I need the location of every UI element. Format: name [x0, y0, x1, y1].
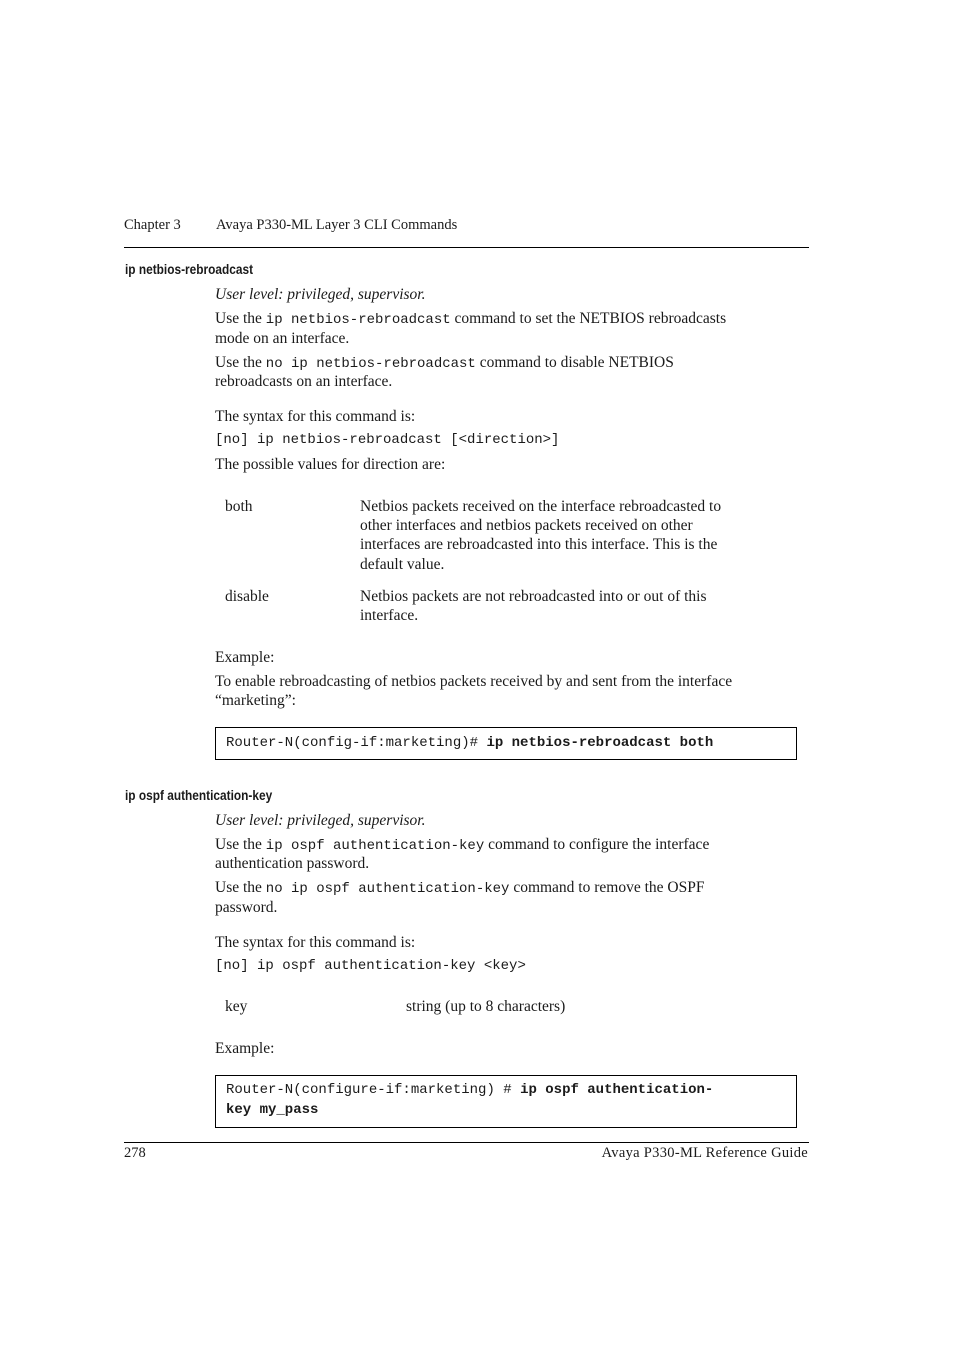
param-desc: interface.: [360, 607, 419, 624]
example-code-box: [215, 727, 797, 760]
usage-text: Use the: [215, 836, 266, 853]
code-line: [226, 735, 713, 751]
no-usage-line-2: rebroadcasts on an interface.: [215, 373, 393, 390]
param-desc: Netbios packets received on the interface rebroadcasted to: [360, 498, 722, 515]
usage-text: command to disable NETBIOS: [475, 354, 674, 371]
no-usage-line: [215, 878, 704, 899]
usage-text: Use the: [215, 354, 266, 371]
code-line: [226, 1082, 713, 1098]
usage-text: command to remove the OSPF: [509, 879, 705, 896]
code-command: ip netbios-rebroadcast both: [486, 735, 714, 751]
code-command: ip ospf authentication-: [520, 1082, 714, 1098]
usage-text: command to set the NETBIOS rebroadcasts: [450, 310, 727, 327]
usage-command: no ip netbios-rebroadcast: [265, 356, 476, 372]
no-usage-line-2: password.: [215, 899, 278, 916]
syntax-line: [no] ip ospf authentication-key <key>: [215, 958, 526, 974]
syntax-line: [no] ip netbios-rebroadcast [<direction>]: [215, 432, 560, 448]
usage-text: command to configure the interface: [484, 836, 710, 853]
usage-line-2: authentication password.: [215, 855, 370, 872]
guide-title: Avaya P330-ML Reference Guide: [601, 1145, 808, 1161]
no-usage-line: [215, 353, 674, 374]
page-number: 278: [124, 1145, 146, 1161]
usage-command: ip ospf authentication-key: [265, 838, 485, 854]
param-desc: string (up to 8 characters): [406, 998, 566, 1015]
example-label: Example:: [215, 1040, 275, 1057]
example-label: Example:: [215, 649, 275, 666]
example-desc: “marketing”:: [215, 692, 296, 709]
param-name: disable: [225, 588, 269, 605]
code-prompt: Router-N(configure-if:marketing) #: [226, 1082, 521, 1098]
param-desc: default value.: [360, 556, 445, 573]
usage-line: [215, 835, 709, 856]
usage-command: no ip ospf authentication-key: [265, 881, 510, 897]
section-heading-netbios: ip netbios-rebroadcast: [125, 262, 254, 277]
user-level: User level: privileged, supervisor.: [215, 812, 426, 829]
usage-line-2: mode on an interface.: [215, 330, 350, 347]
param-desc: other interfaces and netbios packets received on other: [360, 517, 693, 534]
values-intro: The possible values for direction are:: [215, 456, 446, 473]
param-name: both: [225, 498, 253, 515]
param-desc: interfaces are rebroadcasted into this interface. This is the: [360, 536, 718, 553]
param-desc: Netbios packets are not rebroadcasted into or out of this: [360, 588, 707, 605]
footer-rule: [124, 1142, 809, 1143]
param-name: key: [225, 998, 248, 1015]
usage-text: Use the: [215, 310, 266, 327]
header-rule: [124, 247, 809, 248]
code-line-2: key my_pass: [226, 1102, 319, 1118]
example-desc: To enable rebroadcasting of netbios packets received by and sent from the interface: [215, 673, 733, 690]
usage-line: [215, 309, 726, 330]
code-prompt: Router-N(config-if:marketing)#: [226, 735, 487, 751]
section-heading-ospf: ip ospf authentication-key: [125, 788, 273, 803]
usage-command: ip netbios-rebroadcast: [265, 312, 451, 328]
chapter-title: Avaya P330-ML Layer 3 CLI Commands: [216, 217, 458, 233]
syntax-intro: The syntax for this command is:: [215, 934, 416, 951]
example-code-box: [215, 1075, 797, 1128]
usage-text: Use the: [215, 879, 266, 896]
user-level: User level: privileged, supervisor.: [215, 286, 426, 303]
syntax-intro: The syntax for this command is:: [215, 408, 416, 425]
chapter-label: Chapter 3: [124, 217, 181, 233]
